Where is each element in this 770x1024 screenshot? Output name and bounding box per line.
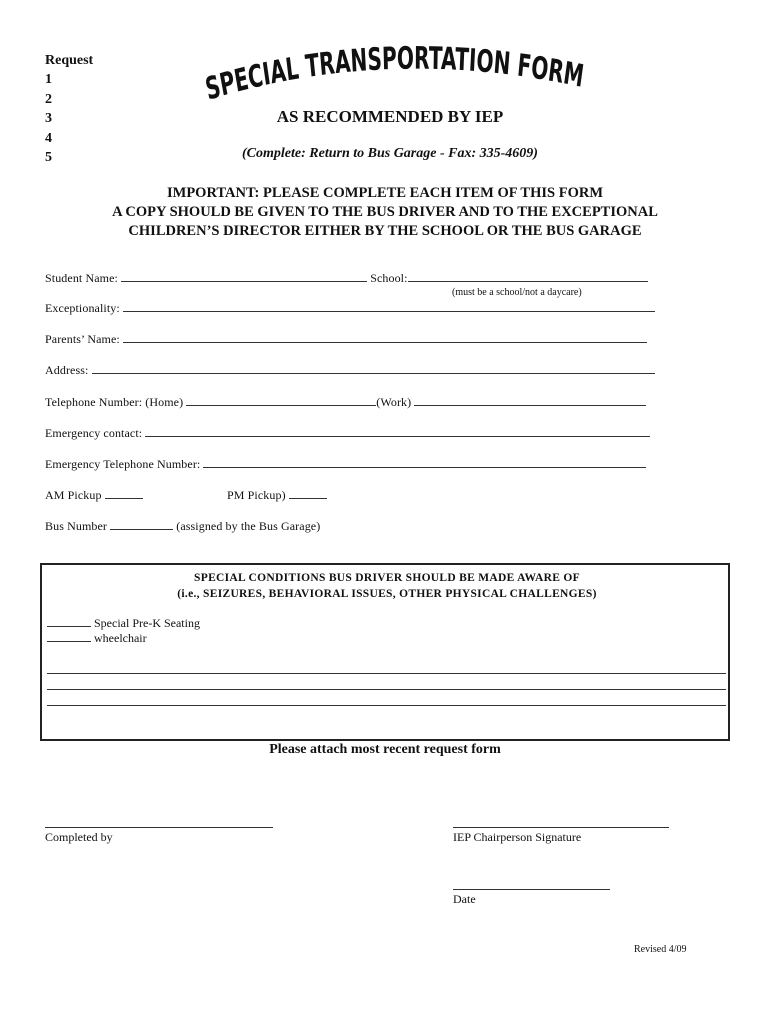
am-pickup-field[interactable] [105, 487, 143, 499]
conditions-line-3[interactable] [47, 705, 726, 706]
parents-name-row [45, 331, 647, 347]
prek-seating-check-field[interactable] [47, 615, 91, 627]
address-row [45, 362, 655, 378]
home-phone-label: Telephone Number: (Home) [45, 395, 184, 409]
bus-number-note: (assigned by the Bus Garage) [176, 519, 321, 533]
am-pickup-row [45, 487, 143, 503]
form-title [150, 38, 650, 108]
exceptionality-field[interactable] [123, 300, 655, 312]
student-school-row [45, 270, 648, 286]
pm-pickup-field[interactable] [289, 487, 327, 499]
special-conditions-box [40, 563, 730, 741]
attach-note: Please attach most recent request form [269, 742, 501, 757]
prek-seating-option [47, 615, 200, 631]
school-label: School: [370, 271, 408, 285]
completed-by-line[interactable] [45, 827, 273, 828]
wheelchair-option [47, 630, 147, 646]
svg-text:SPECIAL TRANSPORTATION FORM [202, 40, 592, 108]
request-label: Request [45, 53, 94, 68]
exceptionality-row [45, 300, 655, 316]
address-label: Address: [45, 363, 89, 377]
important-line-3: CHILDREN’S DIRECTOR EITHER BY THE SCHOOL OR THE BUS GARAGE [128, 223, 642, 239]
conditions-line-2[interactable] [47, 689, 726, 690]
form-title-text: SPECIAL TRANSPORTATION FORM [202, 40, 592, 108]
bus-number-field[interactable] [110, 518, 173, 530]
wheelchair-label: wheelchair [94, 631, 147, 645]
iep-chair-signature-label: IEP Chairperson Signature [453, 830, 582, 844]
work-phone-field[interactable] [414, 394, 646, 406]
special-conditions-title [42, 570, 732, 602]
emergency-contact-label: Emergency contact: [45, 426, 143, 440]
bus-number-row [45, 518, 320, 534]
exceptionality-label: Exceptionality: [45, 301, 120, 315]
school-field[interactable] [408, 270, 648, 282]
iep-chair-signature-line[interactable] [453, 827, 669, 828]
telephone-row [45, 394, 646, 410]
emergency-phone-label: Emergency Telephone Number: [45, 457, 201, 471]
parents-name-field[interactable] [123, 331, 647, 343]
request-number-2[interactable]: 2 [45, 91, 52, 107]
school-note: (must be a school/not a daycare) [452, 287, 582, 298]
emergency-contact-field[interactable] [145, 425, 650, 437]
pm-pickup-label: PM Pickup) [227, 488, 286, 502]
request-number-3[interactable]: 3 [45, 111, 52, 126]
important-line-2: A COPY SHOULD BE GIVEN TO THE BUS DRIVER AND TO THE EXCEPTIONAL [112, 204, 658, 220]
conditions-line-1[interactable] [47, 673, 726, 674]
important-line-1: IMPORTANT: PLEASE COMPLETE EACH ITEM OF THIS FORM [167, 185, 603, 201]
wheelchair-check-field[interactable] [47, 630, 91, 642]
form-subtitle: AS RECOMMENDED BY IEP [276, 107, 504, 126]
student-name-field[interactable] [121, 270, 367, 282]
emergency-contact-row [45, 425, 650, 441]
special-conditions-title-line-1: SPECIAL CONDITIONS BUS DRIVER SHOULD BE MADE AWARE OF [194, 572, 580, 584]
date-line[interactable] [453, 889, 610, 890]
parents-name-label: Parents’ Name: [45, 332, 120, 346]
emergency-phone-field[interactable] [203, 456, 646, 468]
return-instructions: (Complete: Return to Bus Garage - Fax: 335-4609) [242, 146, 538, 161]
pm-pickup-row [227, 487, 327, 503]
special-conditions-title-line-2: (i.e., SEIZURES, BEHAVIORAL ISSUES, OTHER PHYSICAL CHALLENGES) [177, 588, 597, 600]
request-number-4[interactable]: 4 [45, 130, 52, 146]
home-phone-field[interactable] [186, 394, 376, 406]
request-number-5[interactable]: 5 [45, 150, 52, 165]
am-pickup-label: AM Pickup [45, 488, 102, 502]
request-number-1[interactable]: 1 [45, 72, 52, 87]
student-name-label: Student Name: [45, 271, 118, 285]
bus-number-label: Bus Number [45, 519, 107, 533]
date-label: Date [453, 892, 476, 906]
work-phone-label: (Work) [376, 395, 412, 409]
important-notice [0, 184, 770, 241]
emergency-phone-row [45, 456, 646, 472]
address-field[interactable] [92, 362, 655, 374]
completed-by-label: Completed by [45, 830, 113, 844]
revision-note: Revised 4/09 [634, 944, 687, 955]
prek-seating-label: Special Pre-K Seating [94, 616, 200, 630]
